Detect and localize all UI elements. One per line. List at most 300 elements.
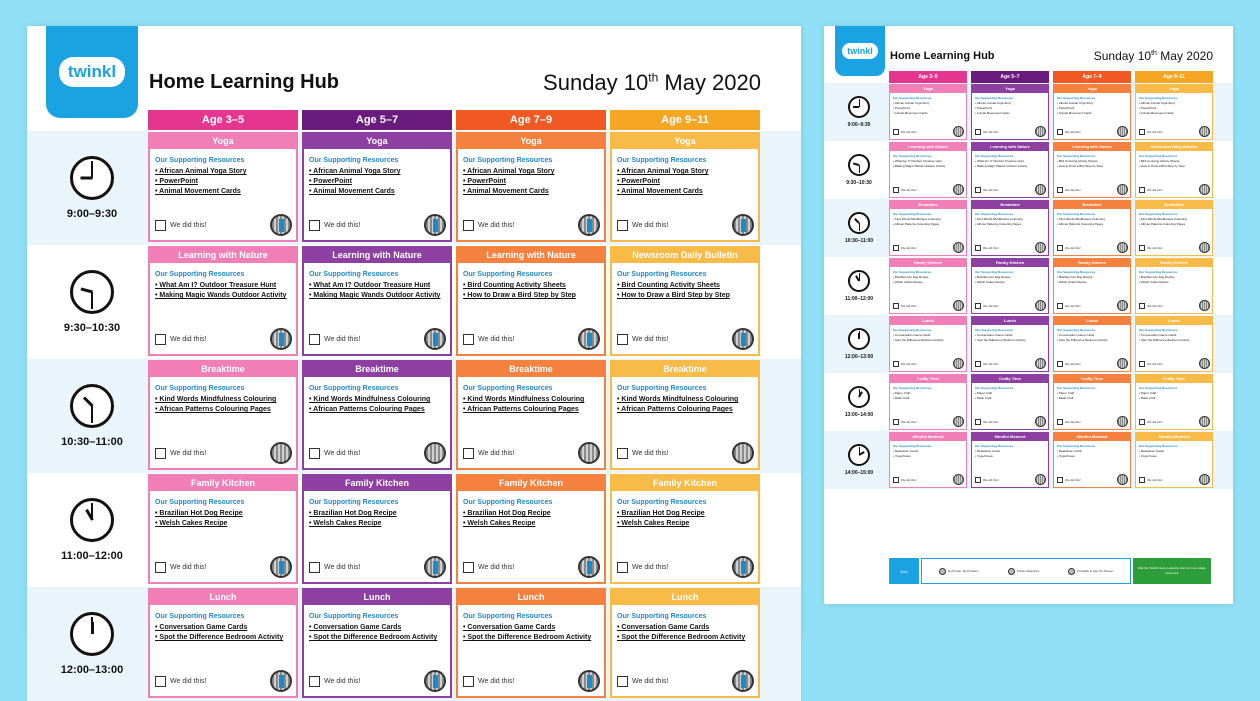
- session-box-small: [1135, 258, 1213, 314]
- session-cell: [610, 472, 760, 586]
- done-checkbox[interactable]: [309, 562, 320, 573]
- resource-link-small[interactable]: • Welsh Cakes Recipe: [893, 280, 923, 284]
- resource-link-small[interactable]: • Brazilian Hot Dog Recipe: [975, 275, 1011, 279]
- resources-label: Our Supporting Resources: [155, 499, 245, 506]
- session-cell: [302, 358, 452, 472]
- page-date: [543, 70, 761, 96]
- done-checkbox-small[interactable]: [893, 419, 899, 425]
- done-checkbox[interactable]: [463, 220, 474, 231]
- clock-minute-hand: [91, 161, 93, 178]
- resource-type-icon: [270, 328, 292, 350]
- done-checkbox[interactable]: [309, 334, 320, 345]
- resource-link[interactable]: • African Animal Yoga Story: [155, 167, 292, 177]
- session-box-small: [1135, 316, 1213, 372]
- session-cell: [148, 472, 298, 586]
- session-title-small: Learning with Nature: [972, 143, 1048, 151]
- resource-link-small[interactable]: • Kind Words Mindfulness Colouring: [975, 217, 1023, 221]
- resource-link[interactable]: • Welsh Cakes Recipe: [309, 519, 446, 529]
- resource-link[interactable]: • Animal Movement Cards: [309, 187, 446, 197]
- session-footer-small: [1139, 242, 1210, 253]
- done-checkbox[interactable]: [617, 334, 628, 345]
- done-label-small: We did this!: [1065, 303, 1081, 308]
- resource-link-small[interactable]: • Kind Words Mindfulness Colouring: [1057, 217, 1105, 221]
- resource-link[interactable]: • Kind Words Mindfulness Colouring: [463, 395, 600, 405]
- done-checkbox-small[interactable]: [975, 245, 981, 251]
- clock-minute-hand: [859, 223, 860, 231]
- key-item: [1068, 568, 1113, 575]
- resource-link-small[interactable]: • African Animal Yoga Story: [1139, 101, 1176, 105]
- done-label-small: We did this!: [983, 419, 999, 424]
- time-slot: [42, 245, 142, 359]
- done-checkbox[interactable]: [309, 448, 320, 459]
- resource-link[interactable]: • African Animal Yoga Story: [309, 167, 446, 177]
- done-checkbox[interactable]: [617, 676, 628, 687]
- resource-type-icon: [732, 670, 754, 692]
- time-label-small: 10:30–11:00: [844, 238, 874, 244]
- resource-link[interactable]: • Animal Movement Cards: [463, 187, 600, 197]
- resource-link-small[interactable]: • Animal Movement Cards: [1057, 111, 1092, 115]
- resource-link-small[interactable]: • PowerPoint: [975, 106, 993, 110]
- session-cell-small: [1053, 373, 1131, 431]
- session-footer: [463, 556, 600, 578]
- resource-type-icon-small: [1117, 300, 1128, 311]
- time-label: 12:00–13:00: [60, 664, 124, 676]
- resource-link[interactable]: • Conversation Game Cards: [155, 623, 292, 633]
- resource-link-small[interactable]: • Spot the Difference Bedroom Activity: [1139, 338, 1190, 342]
- done-checkbox[interactable]: [463, 676, 474, 687]
- resource-link[interactable]: • Welsh Cakes Recipe: [155, 519, 292, 529]
- resource-link-small[interactable]: • Mask Craft: [975, 396, 992, 400]
- resource-link-small[interactable]: • Welsh Cakes Recipe: [1057, 280, 1087, 284]
- done-label: We did this!: [170, 677, 207, 685]
- resource-type-icon-small: [1117, 184, 1128, 195]
- session-title-small: Breaktime: [1054, 201, 1130, 209]
- date-day: Sunday 10: [543, 70, 649, 95]
- time-slot: [42, 587, 142, 701]
- age-header-small: Age 5–7: [971, 71, 1049, 83]
- resource-type-icon: [270, 214, 292, 236]
- resource-link[interactable]: • PowerPoint: [155, 177, 292, 187]
- resource-type-icon: [578, 328, 600, 350]
- clock-icon: [70, 612, 114, 656]
- resource-link-small[interactable]: • African Animal Yoga Story: [893, 101, 930, 105]
- resource-link-small[interactable]: • African Patterns Colouring Pages: [975, 222, 1022, 226]
- session-title-small: Lunch: [890, 317, 966, 325]
- resource-link-small[interactable]: • Kind Words Mindfulness Colouring: [1139, 217, 1187, 221]
- resource-link-small[interactable]: • Spot the Difference Bedroom Activity: [975, 338, 1026, 342]
- key-item: [1008, 568, 1039, 575]
- resource-link-small[interactable]: • Yoga Poses: [975, 454, 993, 458]
- session-cell-small: [1135, 199, 1213, 257]
- resource-link[interactable]: • PowerPoint: [617, 177, 754, 187]
- session-title-small: Lunch: [972, 317, 1048, 325]
- resource-link-small[interactable]: • Making Magic Wands Outdoor Activity: [893, 164, 946, 168]
- done-checkbox-small[interactable]: [1139, 303, 1145, 309]
- session-cell-small: [1135, 373, 1213, 431]
- clock-icon: [70, 270, 114, 314]
- resource-type-icon-small: [1035, 126, 1046, 137]
- done-checkbox[interactable]: [617, 562, 628, 573]
- session-body-small: [1136, 209, 1212, 255]
- done-checkbox-small[interactable]: [1139, 245, 1145, 251]
- clock-minute-hand: [859, 389, 860, 397]
- resource-link-small[interactable]: • Relaxation Cards: [1139, 449, 1164, 453]
- resource-link-small[interactable]: • PowerPoint: [1139, 106, 1157, 110]
- time-slot-small: [831, 141, 887, 199]
- resource-link[interactable]: • Kind Words Mindfulness Colouring: [309, 395, 446, 405]
- age-columns-small: [889, 71, 1213, 489]
- session-cell-small: [971, 199, 1049, 257]
- resource-type-icon-small: [1117, 474, 1128, 485]
- resource-link-small[interactable]: • Paper Craft: [1057, 391, 1075, 395]
- done-checkbox-small[interactable]: [1057, 419, 1063, 425]
- session-box: [302, 246, 452, 356]
- resource-link-small[interactable]: • African Patterns Colouring Pages: [1139, 222, 1186, 226]
- resource-link[interactable]: • How to Draw a Bird Step by Step: [617, 291, 754, 301]
- done-label-small: We did this!: [983, 361, 999, 366]
- resource-link[interactable]: • How to Draw a Bird Step by Step: [463, 291, 600, 301]
- done-checkbox-small[interactable]: [1057, 187, 1063, 193]
- done-label-small: We did this!: [1065, 129, 1081, 134]
- clock-icon: [70, 156, 114, 200]
- session-footer-small: [1057, 126, 1128, 137]
- session-body-small: [1054, 151, 1130, 197]
- resource-link-small[interactable]: • Paper Craft: [975, 391, 993, 395]
- resource-type-icon-small: [953, 126, 964, 137]
- done-checkbox[interactable]: [155, 220, 166, 231]
- resource-link[interactable]: • PowerPoint: [463, 177, 600, 187]
- resource-link-small[interactable]: • What Am I? Outdoor Treasure Hunt: [893, 159, 942, 163]
- session-box-small: [971, 316, 1049, 372]
- done-label-small: We did this!: [1147, 419, 1163, 424]
- resource-link-small[interactable]: • Paper Craft: [893, 391, 911, 395]
- resource-link[interactable]: • African Animal Yoga Story: [617, 167, 754, 177]
- done-checkbox-small[interactable]: [975, 187, 981, 193]
- resources-label: Our Supporting Resources: [155, 613, 245, 620]
- done-label: We did this!: [170, 335, 207, 343]
- resource-link[interactable]: • Welsh Cakes Recipe: [463, 519, 600, 529]
- session-footer-small: [893, 300, 964, 311]
- done-checkbox[interactable]: [155, 448, 166, 459]
- resource-link[interactable]: • Welsh Cakes Recipe: [617, 519, 754, 529]
- session-cell: [456, 472, 606, 586]
- resource-link[interactable]: • Bird Counting Activity Sheets: [617, 281, 754, 291]
- done-checkbox[interactable]: [309, 220, 320, 231]
- resource-link[interactable]: • African Patterns Colouring Pages: [309, 405, 446, 415]
- key-icon: [1008, 568, 1015, 575]
- session-cell-small: [971, 431, 1049, 489]
- resource-link-small[interactable]: • African Patterns Colouring Pages: [1057, 222, 1104, 226]
- session-body-small: [1054, 209, 1130, 255]
- resource-link[interactable]: • Brazilian Hot Dog Recipe: [155, 509, 292, 519]
- session-footer-small: [1057, 300, 1128, 311]
- resource-link-small[interactable]: • Conversation Game Cards: [893, 333, 931, 337]
- done-checkbox[interactable]: [155, 334, 166, 345]
- age-column: [302, 110, 452, 700]
- resource-link-small[interactable]: • How to Draw a Bird Step by Step: [1057, 164, 1103, 168]
- resource-type-icon-small: [953, 184, 964, 195]
- session-cell: [148, 586, 298, 700]
- resource-link-small[interactable]: • Mask Craft: [893, 396, 910, 400]
- session-title-small: Yoga: [1136, 85, 1212, 93]
- done-label-small: We did this!: [983, 303, 999, 308]
- resource-type-icon-small: [1199, 242, 1210, 253]
- resource-link-small[interactable]: • Animal Movement Cards: [975, 111, 1010, 115]
- resource-link-small[interactable]: • Yoga Poses: [1139, 454, 1157, 458]
- resource-type-icon-small: [953, 474, 964, 485]
- session-footer: [617, 442, 754, 464]
- resource-link[interactable]: • Brazilian Hot Dog Recipe: [309, 509, 446, 519]
- resource-link[interactable]: • Spot the Difference Bedroom Activity: [309, 633, 446, 643]
- session-body: [612, 377, 758, 468]
- done-label: We did this!: [478, 677, 515, 685]
- page-title: Home Learning Hub: [149, 71, 340, 93]
- resource-link-small[interactable]: • Brazilian Hot Dog Recipe: [893, 275, 929, 279]
- session-body-small: [890, 151, 966, 197]
- resource-link-small[interactable]: • Mask Craft: [1057, 396, 1074, 400]
- resource-link[interactable]: • Kind Words Mindfulness Colouring: [617, 395, 754, 405]
- clock-icon: [70, 498, 114, 542]
- resource-link-small[interactable]: • Yoga Poses: [1057, 454, 1075, 458]
- resources-label-small: Our Supporting Resources: [893, 444, 932, 448]
- session-title-small: Mindful Moment: [972, 433, 1048, 441]
- resource-link[interactable]: • Animal Movement Cards: [155, 187, 292, 197]
- resource-link[interactable]: • Spot the Difference Bedroom Activity: [463, 633, 600, 643]
- resource-link-small[interactable]: • Welsh Cakes Recipe: [1139, 280, 1169, 284]
- resource-link[interactable]: • Conversation Game Cards: [309, 623, 446, 633]
- done-label: We did this!: [632, 221, 669, 229]
- session-cell: [610, 130, 760, 244]
- done-checkbox-small[interactable]: [893, 187, 899, 193]
- session-footer: [309, 214, 446, 236]
- done-checkbox-small[interactable]: [1139, 129, 1145, 135]
- done-checkbox[interactable]: [463, 562, 474, 573]
- resource-link[interactable]: • Conversation Game Cards: [463, 623, 600, 633]
- resource-link-small[interactable]: • Relaxation Cards: [975, 449, 1000, 453]
- done-checkbox-small[interactable]: [893, 303, 899, 309]
- resource-link-small[interactable]: • Relaxation Cards: [893, 449, 918, 453]
- session-footer: [617, 214, 754, 236]
- resource-link-small[interactable]: • Kind Words Mindfulness Colouring: [893, 217, 941, 221]
- session-cell-small: [1135, 257, 1213, 315]
- done-checkbox[interactable]: [155, 676, 166, 687]
- done-checkbox-small[interactable]: [1057, 303, 1063, 309]
- resource-link-small[interactable]: • Animal Movement Cards: [893, 111, 928, 115]
- resource-type-icon-small: [953, 300, 964, 311]
- session-title: Lunch: [612, 590, 758, 605]
- resource-link-small[interactable]: • What Am I? Outdoor Treasure Hunt: [975, 159, 1024, 163]
- done-label-small: We did this!: [983, 187, 999, 192]
- session-cell-small: [1053, 83, 1131, 141]
- resource-link[interactable]: • Spot the Difference Bedroom Activity: [155, 633, 292, 643]
- done-checkbox[interactable]: [155, 562, 166, 573]
- done-label: We did this!: [478, 335, 515, 343]
- resource-link-small[interactable]: • Bird Counting Activity Sheets: [1139, 159, 1180, 163]
- session-box: [148, 588, 298, 698]
- resources-label: Our Supporting Resources: [617, 157, 707, 164]
- resource-link-small[interactable]: • Mask Craft: [1139, 396, 1156, 400]
- session-title: Breaktime: [612, 362, 758, 377]
- done-checkbox-small[interactable]: [1057, 477, 1063, 483]
- resource-link-small[interactable]: • Conversation Game Cards: [1139, 333, 1177, 337]
- resource-link[interactable]: • African Patterns Colouring Pages: [155, 405, 292, 415]
- session-cell-small: [1053, 257, 1131, 315]
- session-body-small: [890, 441, 966, 487]
- session-footer-small: [893, 416, 964, 427]
- time-slot-small: [831, 83, 887, 141]
- done-label: We did this!: [324, 677, 361, 685]
- done-label-small: We did this!: [901, 361, 917, 366]
- resource-link-small[interactable]: • Relaxation Cards: [1057, 449, 1082, 453]
- done-label: We did this!: [324, 221, 361, 229]
- key-item: [939, 568, 979, 575]
- resource-link[interactable]: • Making Magic Wands Outdoor Activity: [309, 291, 446, 301]
- session-cell-small: [889, 141, 967, 199]
- done-checkbox[interactable]: [309, 676, 320, 687]
- session-footer: [309, 556, 446, 578]
- done-label-small: We did this!: [901, 129, 917, 134]
- done-checkbox-small[interactable]: [1057, 361, 1063, 367]
- key-text: Printer Required: [1016, 569, 1039, 573]
- session-cell-small: [889, 431, 967, 489]
- resource-link[interactable]: • Spot the Difference Bedroom Activity: [617, 633, 754, 643]
- resource-link-small[interactable]: • Spot the Difference Bedroom Activity: [1057, 338, 1108, 342]
- session-title-small: Family Kitchen: [890, 259, 966, 267]
- visit-box[interactable]: Visit the Twinkl Home Learning Hub for more ideas, resources: [1133, 558, 1211, 584]
- resource-link-small[interactable]: • Yoga Poses: [893, 454, 911, 458]
- clock-minute-hand: [91, 617, 93, 634]
- resource-link-small[interactable]: • Animal Movement Cards: [1139, 111, 1174, 115]
- resources-label: Our Supporting Resources: [617, 271, 707, 278]
- resource-link-small[interactable]: • Bird Counting Activity Sheets: [1057, 159, 1098, 163]
- time-label-small: 9:00–9:30: [847, 122, 871, 128]
- date-rest: May 2020: [658, 70, 761, 95]
- done-label-small: We did this!: [1147, 129, 1163, 134]
- resources-label-small: Our Supporting Resources: [975, 270, 1014, 274]
- time-label: 10:30–11:00: [61, 436, 123, 448]
- resource-link-small[interactable]: • Paper Craft: [1139, 391, 1157, 395]
- session-body: [150, 377, 296, 468]
- session-title-small: Lunch: [1054, 317, 1130, 325]
- resources-label: Our Supporting Resources: [463, 385, 553, 392]
- done-checkbox-small[interactable]: [1139, 419, 1145, 425]
- resource-link[interactable]: • Making Magic Wands Outdoor Activity: [155, 291, 292, 301]
- key-icon: [939, 568, 946, 575]
- resource-link[interactable]: • Animal Movement Cards: [617, 187, 754, 197]
- resource-link[interactable]: • African Patterns Colouring Pages: [463, 405, 600, 415]
- age-header: Age 3–5: [148, 110, 298, 130]
- session-footer: [463, 442, 600, 464]
- resource-link-small[interactable]: • African Animal Yoga Story: [1057, 101, 1094, 105]
- resources-label-small: Our Supporting Resources: [975, 154, 1014, 158]
- resources-label: Our Supporting Resources: [309, 385, 399, 392]
- session-cell-small: [1135, 83, 1213, 141]
- resource-link-small[interactable]: • Brazilian Hot Dog Recipe: [1139, 275, 1175, 279]
- age-header-small: Age 3–5: [889, 71, 967, 83]
- resource-type-icon-small: [1035, 474, 1046, 485]
- resource-link-small[interactable]: • Making Magic Wands Outdoor Activity: [975, 164, 1028, 168]
- resource-link[interactable]: • PowerPoint: [309, 177, 446, 187]
- resource-link-small[interactable]: • Conversation Game Cards: [1057, 333, 1095, 337]
- done-checkbox-small[interactable]: [1139, 187, 1145, 193]
- done-checkbox-small[interactable]: [893, 245, 899, 251]
- resource-link-small[interactable]: • PowerPoint: [893, 106, 911, 110]
- resource-link-small[interactable]: • Conversation Game Cards: [975, 333, 1013, 337]
- session-title-small: Mindful Moment: [890, 433, 966, 441]
- resource-type-icon: [270, 556, 292, 578]
- done-checkbox-small[interactable]: [893, 477, 899, 483]
- resource-link-small[interactable]: • African Animal Yoga Story: [975, 101, 1012, 105]
- resource-type-icon-small: [1035, 416, 1046, 427]
- done-checkbox[interactable]: [617, 220, 628, 231]
- done-label-small: We did this!: [1147, 187, 1163, 192]
- resource-link[interactable]: • African Patterns Colouring Pages: [617, 405, 754, 415]
- done-checkbox-small[interactable]: [975, 129, 981, 135]
- done-checkbox-small[interactable]: [975, 361, 981, 367]
- clock-minute-hand: [859, 165, 860, 173]
- age-header: Age 5–7: [302, 110, 452, 130]
- done-label-small: We did this!: [1065, 419, 1081, 424]
- resource-link-small[interactable]: • PowerPoint: [1057, 106, 1075, 110]
- resource-link-small[interactable]: • Spot the Difference Bedroom Activity: [893, 338, 944, 342]
- session-body: [458, 149, 604, 240]
- resource-link[interactable]: • What Am I? Outdoor Treasure Hunt: [155, 281, 292, 291]
- done-label-small: We did this!: [901, 477, 917, 482]
- age-column: [148, 110, 298, 700]
- resource-link[interactable]: • Kind Words Mindfulness Colouring: [155, 395, 292, 405]
- session-footer-small: [975, 358, 1046, 369]
- session-body-small: [1054, 441, 1130, 487]
- resource-link[interactable]: • Bird Counting Activity Sheets: [463, 281, 600, 291]
- done-checkbox[interactable]: [617, 448, 628, 459]
- session-cell-small: [1053, 199, 1131, 257]
- resources-label-small: Our Supporting Resources: [893, 154, 932, 158]
- done-checkbox-small[interactable]: [1139, 361, 1145, 367]
- resource-link-small[interactable]: • Brazilian Hot Dog Recipe: [1057, 275, 1093, 279]
- done-checkbox-small[interactable]: [893, 129, 899, 135]
- session-title: Breaktime: [150, 362, 296, 377]
- resources-label-small: Our Supporting Resources: [893, 270, 932, 274]
- resource-link-small[interactable]: • How to Draw a Bird Step by Step: [1139, 164, 1185, 168]
- done-checkbox-small[interactable]: [975, 419, 981, 425]
- resources-label-small: Our Supporting Resources: [975, 96, 1014, 100]
- done-checkbox-small[interactable]: [1139, 477, 1145, 483]
- done-checkbox[interactable]: [463, 448, 474, 459]
- clock-minute-hand: [91, 406, 93, 423]
- resource-link[interactable]: • Conversation Game Cards: [617, 623, 754, 633]
- done-checkbox-small[interactable]: [1057, 245, 1063, 251]
- session-cell-small: [1135, 431, 1213, 489]
- session-body: [458, 377, 604, 468]
- session-box-small: [1135, 432, 1213, 488]
- resource-link[interactable]: • Brazilian Hot Dog Recipe: [617, 509, 754, 519]
- resource-link[interactable]: • What Am I? Outdoor Treasure Hunt: [309, 281, 446, 291]
- session-title: Family Kitchen: [612, 476, 758, 491]
- resource-link[interactable]: • Brazilian Hot Dog Recipe: [463, 509, 600, 519]
- session-cell-small: [1053, 315, 1131, 373]
- done-checkbox-small[interactable]: [975, 477, 981, 483]
- resource-link[interactable]: • African Animal Yoga Story: [463, 167, 600, 177]
- resource-link-small[interactable]: • Welsh Cakes Recipe: [975, 280, 1005, 284]
- resource-link-small[interactable]: • African Patterns Colouring Pages: [893, 222, 940, 226]
- session-footer-small: [893, 126, 964, 137]
- done-checkbox-small[interactable]: [893, 361, 899, 367]
- session-cell-small: [889, 199, 967, 257]
- done-checkbox[interactable]: [463, 334, 474, 345]
- age-column: [456, 110, 606, 700]
- done-checkbox-small[interactable]: [1057, 129, 1063, 135]
- done-checkbox-small[interactable]: [975, 303, 981, 309]
